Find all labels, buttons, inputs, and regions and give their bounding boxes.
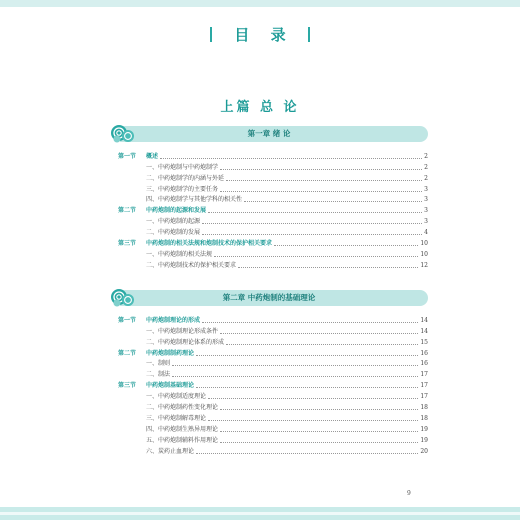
- page-ref: 12: [420, 261, 428, 269]
- title-bar-left: [210, 27, 212, 42]
- item-title: 二、中药炮制的发展: [146, 229, 201, 237]
- page-title: 目 录: [234, 26, 294, 44]
- toc-section-row[interactable]: [118, 204, 428, 215]
- leader-dots: [208, 212, 422, 213]
- item-title: 二、中药炮制药性变化理论: [146, 404, 219, 412]
- page-ref: 3: [424, 185, 428, 193]
- leader-dots: [160, 158, 422, 159]
- toc-item-row[interactable]: [118, 325, 428, 336]
- page-ref: 16: [420, 349, 428, 357]
- toc-item-row[interactable]: [118, 434, 428, 445]
- toc-header: [0, 24, 520, 45]
- item-title: 二、制法: [146, 371, 171, 379]
- page-ref: 2: [424, 174, 428, 182]
- item-title: 二、中药炮制学的内涵与外延: [146, 174, 225, 182]
- leader-dots: [226, 344, 418, 345]
- page-ref: 10: [420, 240, 428, 248]
- toc-item-row[interactable]: [118, 368, 428, 379]
- page-ref: 18: [420, 404, 428, 412]
- page-ref: 20: [420, 447, 428, 455]
- item-title: 四、中药炮制学与其他学科的相关性: [146, 196, 243, 204]
- leader-dots: [226, 180, 422, 181]
- leader-dots: [196, 387, 418, 388]
- leader-dots: [208, 420, 418, 421]
- page-ref: 17: [420, 371, 428, 379]
- page-ref: 17: [420, 393, 428, 401]
- item-title: 一、制则: [146, 360, 171, 368]
- toc-section-row[interactable]: [118, 237, 428, 248]
- toc-item-row[interactable]: [118, 358, 428, 369]
- leader-dots: [172, 365, 418, 366]
- section-title: 中药炮制理论的形成: [146, 316, 201, 324]
- item-title: 一、中药炮制的相关法规: [146, 250, 213, 258]
- top-decorative-band: [0, 0, 520, 7]
- toc-item-row[interactable]: [118, 226, 428, 237]
- leader-dots: [220, 409, 418, 410]
- page-ref: 14: [420, 316, 428, 324]
- leader-dots: [274, 245, 418, 246]
- toc-item-row[interactable]: [118, 183, 428, 194]
- toc-item-row[interactable]: [118, 401, 428, 412]
- toc-item-row[interactable]: [118, 445, 428, 456]
- leader-dots: [220, 442, 418, 443]
- leader-dots: [202, 322, 418, 323]
- section-number: 第三节: [118, 382, 137, 390]
- toc-item-row[interactable]: [118, 161, 428, 172]
- leader-dots: [220, 431, 418, 432]
- section-title: 概述: [146, 152, 159, 160]
- part-title: 上篇 总 论: [220, 100, 300, 115]
- page-ref: 2: [424, 163, 428, 171]
- section-number: 第三节: [118, 240, 137, 248]
- page-ref: 16: [420, 360, 428, 368]
- chapter-title: 第二章 中药炮制的基础理论: [222, 293, 316, 302]
- toc-section-row[interactable]: [118, 150, 428, 161]
- section-title: 中药炮制的相关法规和炮制技术的保护相关要求: [146, 240, 273, 248]
- item-title: 六、炭药止血理论: [146, 447, 195, 455]
- section-number: 第一节: [118, 152, 137, 160]
- section-title: 中药炮制基础理论: [146, 382, 195, 390]
- bottom-decorative-band: [0, 507, 520, 520]
- leader-dots: [220, 333, 418, 334]
- section-number: 第一节: [118, 316, 137, 324]
- leader-dots: [238, 267, 418, 268]
- chapter-title: 第一章 绪 论: [247, 129, 291, 138]
- toc-section-row[interactable]: [118, 314, 428, 325]
- section-number: 第二节: [118, 207, 137, 215]
- item-title: 三、中药炮制解毒理论: [146, 414, 207, 422]
- section-title: 中药炮制的起源和发展: [146, 207, 207, 215]
- leader-dots: [208, 398, 418, 399]
- toc-item-row[interactable]: [118, 172, 428, 183]
- page-ref: 17: [420, 382, 428, 390]
- toc-item-row[interactable]: [118, 390, 428, 401]
- toc-item-row[interactable]: [118, 248, 428, 259]
- leader-dots: [196, 355, 418, 356]
- page-ref: 3: [424, 196, 428, 204]
- section-number: 第二节: [118, 349, 137, 357]
- toc-item-row[interactable]: [118, 423, 428, 434]
- leader-dots: [196, 453, 418, 454]
- toc-item-row[interactable]: [118, 259, 428, 270]
- page-ref: 19: [420, 425, 428, 433]
- page-ref: 3: [424, 207, 428, 215]
- leader-dots: [244, 201, 422, 202]
- chapter-1-toc: [118, 150, 428, 270]
- item-title: 一、中药炮制的起源: [146, 218, 201, 226]
- item-title: 五、中药炮制辅料作用理论: [146, 436, 219, 444]
- leader-dots: [220, 169, 422, 170]
- page-ref: 15: [420, 338, 428, 346]
- chapter-2-banner[interactable]: [110, 290, 428, 306]
- leader-dots: [172, 376, 418, 377]
- item-title: 一、中药炮制与中药炮制学: [146, 163, 219, 171]
- toc-section-row[interactable]: [118, 379, 428, 390]
- item-title: 一、中药炮制理论形成条件: [146, 327, 219, 335]
- chapter-1-banner[interactable]: [110, 126, 428, 142]
- title-bar-right: [308, 27, 310, 42]
- toc-section-row[interactable]: [118, 347, 428, 358]
- leader-dots: [202, 223, 422, 224]
- toc-item-row[interactable]: [118, 412, 428, 423]
- page-ref: 2: [424, 152, 428, 160]
- item-title: 二、中药炮制理论体系的形成: [146, 338, 225, 346]
- page-ref: 10: [420, 250, 428, 258]
- leader-dots: [220, 191, 422, 192]
- item-title: 二、中药炮制技术的保护相关要求: [146, 261, 237, 269]
- item-title: 四、中药炮制生熟异用理论: [146, 425, 219, 433]
- page-ref: 14: [420, 327, 428, 335]
- toc-item-row[interactable]: [118, 215, 428, 226]
- leader-dots: [202, 234, 422, 235]
- section-title: 中药炮制制药理论: [146, 349, 195, 357]
- page-ref: 19: [420, 436, 428, 444]
- item-title: 三、中药炮制学的主要任务: [146, 185, 219, 193]
- page-ref: 4: [424, 229, 428, 237]
- leader-dots: [214, 256, 418, 257]
- item-title: 一、中药炮制适度理论: [146, 393, 207, 401]
- page-ref: 3: [424, 218, 428, 226]
- chapter-2-toc: [118, 314, 428, 456]
- page-ref: 18: [420, 414, 428, 422]
- toc-item-row[interactable]: [118, 336, 428, 347]
- toc-item-row[interactable]: [118, 194, 428, 205]
- page-number: 9: [407, 490, 411, 497]
